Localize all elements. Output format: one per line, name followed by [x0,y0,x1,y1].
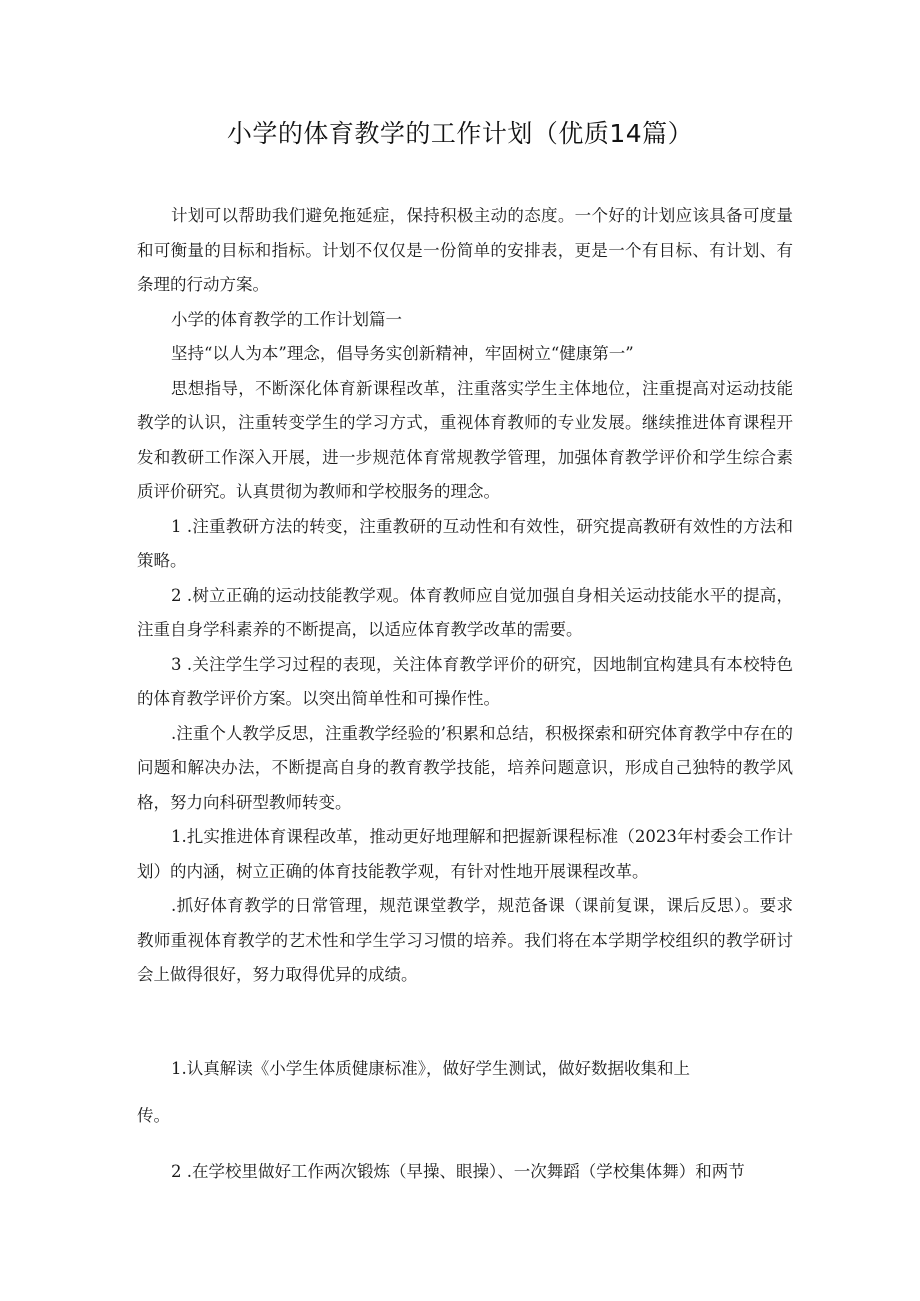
document-title: 小学的体育教学的工作计划（优质14篇） [226,119,694,148]
paragraph-item-3: 3 .关注学生学习过程的表现，关注体育教学评价的研究，因地制宜构建具有本校特色的体育教学评价方案。以突出简单性和可操作性。 [137,654,793,708]
paragraph-section-heading: 小学的体育教学的工作计划篇一 [171,309,402,329]
document-body [137,199,793,993]
paragraph-principle: 坚持“以人为本”理念，倡导务实创新精神，牢固树立“健康第一” [171,344,634,363]
paragraph-standard-tail: 传。 [137,1105,170,1125]
paragraph-intro: 计划可以帮助我们避免拖延症，保持积极主动的态度。一个好的计划应该具备可度量和可衡量的目标和指标。计划不仅仅是一份简单的安排表，更是一个有目标、有计划、有条理的行动方案。 [137,206,793,294]
paragraph-management: .抓好体育教学的日常管理，规范课堂教学，规范备课（课前复课，课后反思）。要求教师重视体育教学的艺术性和学生学习习惯的培养。我们将在本学期学校组织的教学研讨会上做得很好，努力取得优异的成绩。 [137,896,793,984]
paragraph-reform: 1.扎实推进体育课程改革，推动更好地理解和把握新课程标准（2023年村委会工作计划）的内涵，树立正确的体育技能教学观，有针对性地开展课程改革。 [137,827,793,881]
paragraph-exercise: 2 .在学校里做好工作两次锻炼（早操、眼操）、一次舞蹈（学校集体舞）和两节 [171,1162,745,1181]
paragraph-guidance: 思想指导，不断深化体育新课程改革，注重落实学生主体地位，注重提高对运动技能教学的认识，注重转变学生的学习方式，重视体育教师的专业发展。继续推进体育课程开发和教研工作深入开展，进一步规范体育常规教学管理，加强体育教学评价和学生综合素质评价研究。认真贯彻为教师和学校服务的理念。 [137,378,793,501]
paragraph-item-2: 2 .树立正确的运动技能教学观。体育教师应自觉加强自身相关运动技能水平的提高，注重自身学科素养的不断提高，以适应体育教学改革的需要。 [137,585,793,639]
document-body-continued [137,1052,793,1190]
paragraph-item-1: 1 .注重教研方法的转变，注重教研的互动性和有效性，研究提高教研有效性的方法和策略。 [137,516,793,570]
paragraph-standard: 1.认真解读《小学生体质健康标准》，做好学生测试，做好数据收集和上 [171,1059,690,1078]
paragraph-reflection: .注重个人教学反思，注重教学经验的’积累和总结，积极探索和研究体育教学中存在的问题和解决办法，不断提高自身的教育教学技能，培养问题意识，形成自己独特的教学风格，努力向科研型教师转变。 [137,723,793,812]
